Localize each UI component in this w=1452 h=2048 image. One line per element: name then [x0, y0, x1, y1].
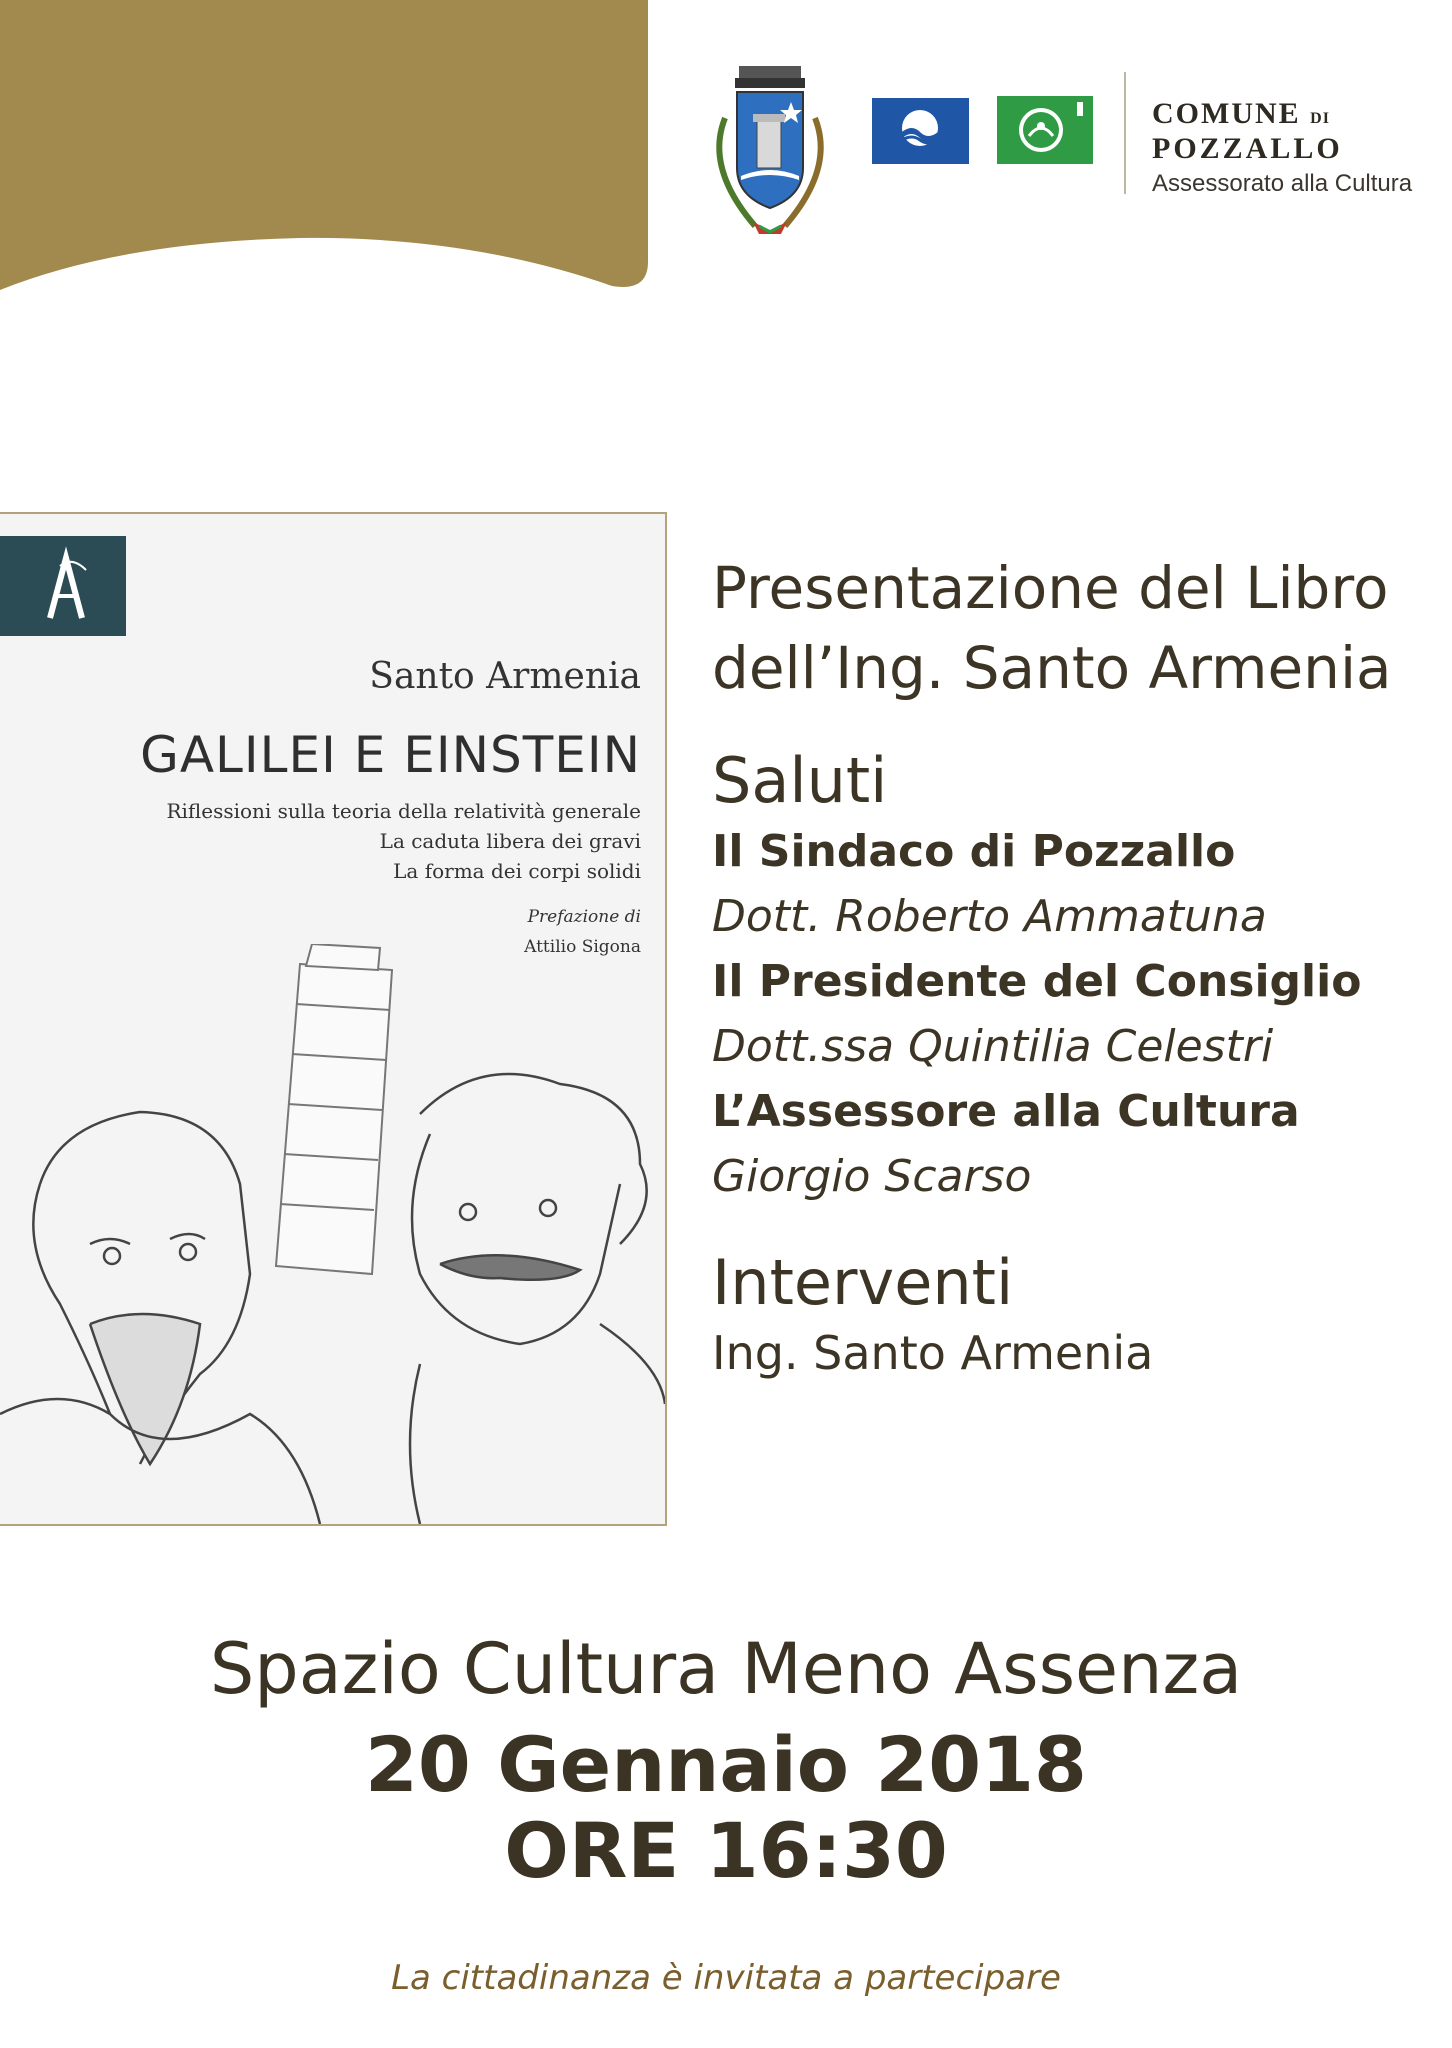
book-subtitle: Riflessioni sulla teoria della relatività generale	[166, 799, 641, 823]
header-divider	[1124, 72, 1126, 194]
interventi-heading: Interventi	[712, 1246, 1014, 1319]
comune-word: COMUNE	[1152, 97, 1301, 130]
event-venue: Spazio Cultura Meno Assenza	[209, 1628, 1243, 1710]
einstein-portrait-icon	[410, 1074, 665, 1524]
publisher-logo-icon	[0, 536, 126, 636]
preface-label: Prefazione di	[527, 907, 641, 927]
saluti-role: Il Presidente del Consiglio	[712, 956, 1362, 1007]
blue-flag-icon	[872, 98, 969, 164]
green-flag-icon	[997, 96, 1093, 164]
heading-line-1: Presentazione del Libro	[712, 554, 1389, 622]
book-subtitles	[166, 796, 641, 886]
saluti-person: Dott.ssa Quintilia Celestri	[712, 1021, 1274, 1072]
event-date: 20 Gennaio 2018	[365, 1720, 1087, 1809]
galilei-portrait-icon	[0, 1112, 320, 1524]
book-subtitle: La caduta libera dei gravi	[379, 829, 641, 853]
event-program	[712, 548, 1442, 1384]
comune-di: DI	[1310, 110, 1330, 127]
book-author: Santo Armenia	[369, 656, 641, 697]
saluti-heading: Saluti	[712, 744, 888, 817]
heading-line-2: dell’Ing. Santo Armenia	[712, 634, 1392, 702]
pozzallo-coat-of-arms-icon	[695, 58, 845, 238]
city-name: POZZALLO	[1152, 132, 1343, 165]
saluti-role: Il Sindaco di Pozzallo	[712, 826, 1236, 877]
galilei-einstein-sketch-illustration	[0, 944, 665, 1524]
department-name: Assessorato alla Cultura	[1152, 170, 1413, 197]
book-title: GALILEI E EINSTEIN	[140, 726, 641, 784]
book-cover	[0, 512, 667, 1526]
invitation-text: La cittadinanza è invitata a partecipare	[391, 1958, 1061, 1998]
saluti-person: Giorgio Scarso	[712, 1151, 1032, 1202]
preface-author: Attilio Sigona	[524, 937, 641, 957]
comune-label	[1152, 98, 1330, 135]
book-subtitle: La forma dei corpi solidi	[393, 859, 641, 883]
speaker-name: Ing. Santo Armenia	[712, 1326, 1154, 1380]
saluti-role: L’Assessore alla Cultura	[712, 1086, 1300, 1137]
event-time: ORE 16:30	[504, 1806, 948, 1895]
leaning-tower-icon	[276, 944, 392, 1274]
gold-wave-decoration	[0, 0, 650, 300]
saluti-person: Dott. Roberto Ammatuna	[712, 891, 1267, 942]
